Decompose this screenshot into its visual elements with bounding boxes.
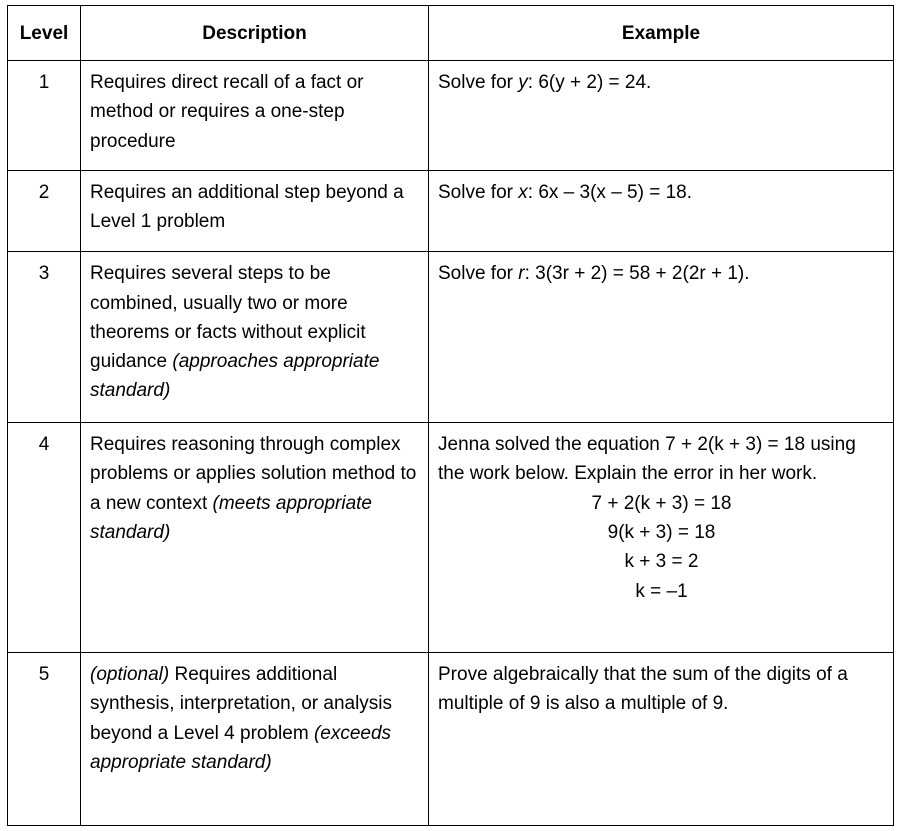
example-variable: y xyxy=(518,72,528,93)
work-line: k + 3 = 2 xyxy=(624,551,699,573)
standard-note: (exceeds appropriate standard) xyxy=(90,722,392,773)
example-equation: : 6(y + 2) = 24. xyxy=(527,72,652,93)
level-cell: 4 xyxy=(8,423,81,653)
example-prefix: Solve for xyxy=(438,72,519,93)
example-prefix: Solve for xyxy=(438,181,519,203)
example-cell xyxy=(429,653,894,826)
example-text: Prove algebraically that the sum of the digits of a multiple of 9 is also a multiple of 9. xyxy=(438,664,848,715)
description-cell xyxy=(81,170,429,251)
table-row xyxy=(8,423,894,653)
description-text: Requires reasoning through complex problems or applies solution method to a new context xyxy=(90,434,417,514)
description-cell xyxy=(81,252,429,423)
table-row xyxy=(8,252,894,423)
header-row xyxy=(8,6,894,61)
description-cell xyxy=(81,423,429,653)
header-description: Description xyxy=(81,6,429,61)
work-line: k = –1 xyxy=(635,580,688,602)
level-cell: 5 xyxy=(8,653,81,826)
example-variable: r xyxy=(518,263,525,285)
optional-tag: (optional) xyxy=(90,664,170,686)
description-text: Requires additional synthesis, interpretation, or analysis beyond a Level 4 problem xyxy=(90,664,393,744)
standard-note: (approaches appropriate standard) xyxy=(90,351,380,402)
description-cell xyxy=(81,61,429,171)
table-row xyxy=(8,61,894,171)
work-line: 9(k + 3) = 18 xyxy=(607,522,716,544)
description-text: Requires direct recall of a fact or method or requires a one-step procedure xyxy=(90,72,364,152)
example-equation: : 6x – 3(x – 5) = 18. xyxy=(527,181,692,203)
depth-of-knowledge-table xyxy=(7,5,894,826)
header-example: Example xyxy=(429,6,894,61)
example-cell xyxy=(429,170,894,251)
example-cell xyxy=(429,423,894,653)
table-row xyxy=(8,653,894,826)
level-cell: 1 xyxy=(8,61,81,171)
description-text: Requires several steps to be combined, usually two or more theorems or facts without explicit guidance xyxy=(90,263,366,373)
standard-note: (meets appropriate standard) xyxy=(90,492,372,544)
level-cell: 3 xyxy=(8,252,81,423)
level-cell: 2 xyxy=(8,170,81,251)
description-text: Requires an additional step beyond a Level 1 problem xyxy=(90,181,404,233)
table-row xyxy=(8,170,894,251)
example-equation: : 3(3r + 2) = 58 + 2(2r + 1). xyxy=(524,263,750,285)
example-cell xyxy=(429,61,894,171)
example-cell xyxy=(429,252,894,423)
example-prefix: Solve for xyxy=(438,263,519,285)
description-cell xyxy=(81,653,429,826)
header-level: Level xyxy=(8,6,81,61)
example-variable: x xyxy=(518,181,528,203)
example-text: Jenna solved the equation 7 + 2(k + 3) = 18 using the work below. Explain the error in her work. xyxy=(438,434,856,485)
work-line: 7 + 2(k + 3) = 18 xyxy=(591,492,732,514)
